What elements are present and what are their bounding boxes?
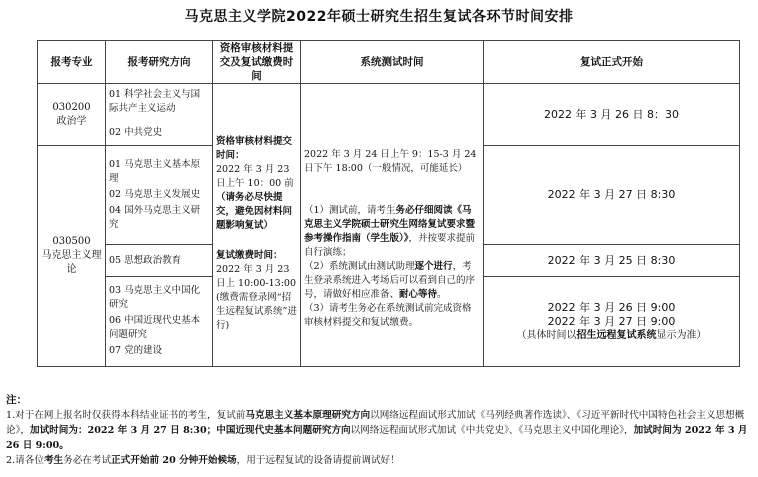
start-time-2: 2022 年 3 月 27 日 9:00: [547, 314, 676, 328]
schedule-table: [37, 40, 740, 367]
fee-date: 2022 年 3 月 23 日上 10:00-13:00: [216, 264, 296, 289]
fee-heading: 复试缴费时间：: [216, 250, 283, 261]
header-direction: 报考研究方向: [106, 41, 213, 84]
start-cell-politics: 2022 年 3 月 26 日 8：30: [484, 84, 740, 146]
direction-item: 06 中国近现代史基本问题研究: [109, 315, 201, 340]
major-name: 政治学: [56, 115, 87, 127]
direction-cell-politics: [106, 84, 213, 146]
direction-item: 02 中共党史: [109, 127, 163, 138]
system-test-time: 2022 年 3 月 24 日上午 9：15-3 月 24 日下午 18:00（一般情况，可能延长）: [304, 149, 477, 174]
major-code: 030500: [52, 236, 91, 247]
notes-heading: 注：: [6, 394, 27, 406]
start-time-1: 2022 年 3 月 26 日 9:00: [547, 300, 676, 314]
system-test-note-2: （2）系统测试由测试助理逐个进行，考生登录系统进入考场后可以看到自己的序号，请做好相应准备、耐心等待。: [304, 261, 476, 300]
direction-cell-marxism-3: [106, 277, 213, 367]
header-materials: 资格审核材料提交及复试缴费时间: [213, 41, 301, 84]
header-system-test: 系统测试时间: [301, 41, 484, 84]
direction-item: 01 马克思主义基本原理: [109, 158, 201, 184]
materials-date: 2022 年 3 月 23 日上午 10：00 前: [216, 164, 294, 189]
system-test-note-3: （3）请考生务必在系统测试前完成资格审核材料提交和复试缴费。: [304, 303, 472, 328]
start-cell-marxism-3: [484, 277, 740, 367]
materials-heading: 资格审核材料提交时间：: [216, 136, 293, 161]
direction-item: 01 科学社会主义与国际共产主义运动: [109, 89, 201, 114]
table-row: [38, 84, 740, 146]
direction-cell-marxism-1: [106, 146, 213, 245]
major-cell-marxism: [38, 146, 106, 367]
note-1: 1.对于在网上报名时仅获得本科结业证书的考生，复试前马克思主义基本原理研究方向以网络远程面试形式加试《马列经典著作选读》、《习近平新时代中国特色社会主义思想概论》，加试时间为：2022 年 3 月 27 日 8:30；中国近现代史基本问题研究方向以网络远程面试形式加试《中共党史》、《马克思主义中国化理论》，加试时间为 2022 年 3 月 26 日 9:00。: [6, 410, 748, 451]
materials-warning: （请务必尽快提交，避免因材料问题影响复试）: [216, 192, 293, 231]
page-title: 马克思主义学院2022年硕士研究生招生复试各环节时间安排: [184, 9, 574, 25]
direction-item: 02 马克思主义发展史: [109, 188, 201, 200]
fee-note: (缴费需登录网“招生远程复试系统”进行): [216, 292, 297, 331]
header-start: 复试正式开始: [484, 41, 740, 84]
direction-item: 07 党的建设: [109, 345, 163, 356]
start-cell-marxism-1: 2022 年 3 月 27 日 8:30: [484, 146, 740, 245]
major-name: 马克思主义理论: [41, 250, 102, 275]
header-major: 报考专业: [38, 41, 106, 84]
notes-section: [6, 393, 754, 468]
start-cell-marxism-2: 2022 年 3 月 25 日 8:30: [484, 245, 740, 277]
major-code: 030200: [52, 101, 91, 113]
system-test-note-1: （1）测试前，请考生务必仔细阅读《马克思主义学院硕士研究生网络复试要求暨参考操作指南（学生版）》，并按要求提前自行演练；: [304, 205, 476, 258]
header-row: [38, 41, 740, 84]
system-test-cell: [301, 84, 484, 367]
direction-cell-marxism-2: 05 思想政治教育: [106, 245, 213, 277]
materials-cell: [213, 84, 301, 367]
direction-item: 04 国外马克思主义研究: [109, 204, 201, 230]
start-note: （具体时间以招生远程复试系统显示为准）: [516, 329, 707, 341]
note-2: 2.请各位考生务必在考试正式开始前 20 分钟开始候场，用于远程复试的设备请提前调试好！: [6, 455, 400, 466]
major-cell-politics: [38, 84, 106, 146]
direction-item: 03 马克思主义中国化研究: [109, 285, 201, 310]
